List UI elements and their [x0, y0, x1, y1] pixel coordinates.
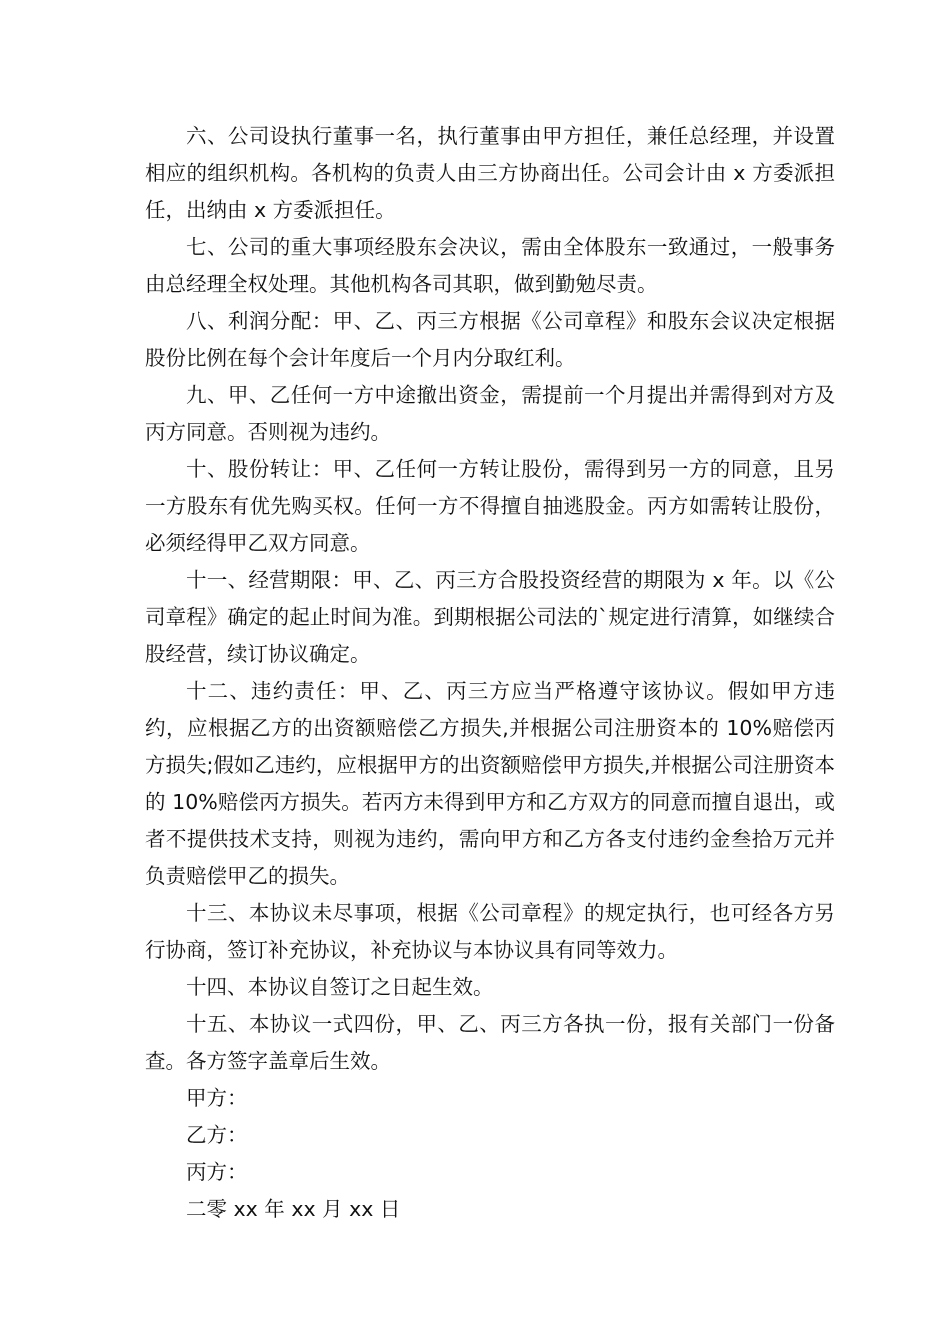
clause-15: 十五、本协议一式四份，甲、乙、丙三方各执一份，报有关部门一份备查。各方签字盖章后生效。 — [145, 1012, 835, 1073]
clause-7: 七、公司的重大事项经股东会决议，需由全体股东一致通过，一般事务由总经理全权处理。其他机构各司其职，做到勤勉尽责。 — [145, 235, 835, 296]
signature-party-a: 甲方： — [186, 1086, 248, 1110]
signature-date: 二零 xx 年 xx 月 xx 日 — [186, 1197, 401, 1221]
clause-6: 六、公司设执行董事一名，执行董事由甲方担任，兼任总经理，并设置相应的组织机构。各机构的负责人由三方协商出任。公司会计由 x 方委派担任，出纳由 x 方委派担任。 — [145, 124, 835, 222]
clause-8: 八、利润分配：甲、乙、丙三方根据《公司章程》和股东会议决定根据股份比例在每个会计年度后一个月内分取红利。 — [145, 309, 835, 370]
clause-9: 九、甲、乙任何一方中途撤出资金，需提前一个月提出并需得到对方及丙方同意。否则视为违约。 — [145, 383, 835, 444]
clause-12: 十二、违约责任：甲、乙、丙三方应当严格遵守该协议。假如甲方违约，应根据乙方的出资额赔偿乙方损失,并根据公司注册资本的 10%赔偿丙方损失;假如乙违约，应根据甲方的出资额赔偿甲方损失,并根据公司注册资本的 10%赔偿丙方损失。若丙方未得到甲方和乙方双方的同意而擅自退出，或者不提供技术支持，则视为违约，需向甲方和乙方各支付违约金叁拾万元并负责赔偿甲乙的损失。 — [145, 679, 835, 888]
document-body — [145, 118, 835, 1228]
clause-10: 十、股份转让：甲、乙任何一方转让股份，需得到另一方的同意，且另一方股东有优先购买权。任何一方不得擅自抽逃股金。丙方如需转让股份，必须经得甲乙双方同意。 — [145, 457, 835, 555]
clause-11: 十一、经营期限：甲、乙、丙三方合股投资经营的期限为 x 年。以《公司章程》确定的起止时间为准。到期根据公司法的`规定进行清算，如继续合股经营，续订协议确定。 — [145, 568, 835, 666]
signature-party-b: 乙方： — [186, 1123, 248, 1147]
clause-14: 十四、本协议自签订之日起生效。 — [186, 975, 494, 999]
clause-13: 十三、本协议未尽事项，根据《公司章程》的规定执行，也可经各方另行协商，签订补充协议，补充协议与本协议具有同等效力。 — [145, 901, 835, 962]
signature-party-c: 丙方： — [186, 1160, 248, 1184]
